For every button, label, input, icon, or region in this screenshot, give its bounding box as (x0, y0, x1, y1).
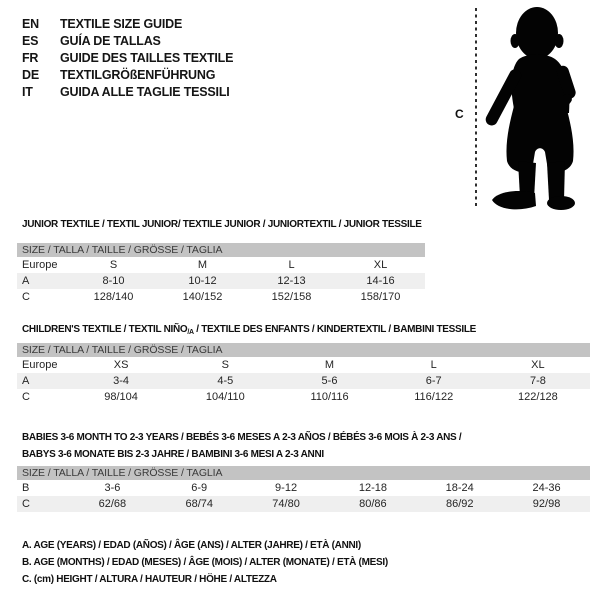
row-label: A (22, 275, 30, 287)
lang-title: TEXTILE SIZE GUIDE (60, 17, 183, 31)
cell: XL (531, 359, 545, 371)
title-text: CHILDREN'S TEXTILE / TEXTIL NIÑO (22, 324, 188, 335)
lang-code: DE (22, 68, 39, 82)
lang-row-de (22, 67, 233, 84)
table-row-europe (17, 357, 590, 373)
table-row-months (17, 480, 590, 496)
cell: 158/170 (360, 291, 401, 303)
cell: 14-16 (366, 275, 395, 287)
legend-block (22, 537, 388, 588)
cell: 74/80 (272, 498, 300, 510)
row-label: B (22, 482, 30, 494)
title-text: / TEXTILE DES ENFANTS / KINDERTEXTIL / BAMBINI TESSILE (193, 324, 477, 335)
lang-title: GUÍA DE TALLAS (60, 34, 161, 48)
cell: M (197, 259, 208, 271)
cell: 122/128 (518, 391, 558, 403)
cell: 62/68 (98, 498, 127, 510)
cell: 12-13 (277, 275, 306, 287)
cell: 86/92 (445, 498, 474, 510)
row-label: Europe (22, 359, 58, 371)
cell: 12-18 (358, 482, 387, 494)
row-label: C (22, 391, 30, 403)
cell: 6-7 (425, 375, 442, 387)
cell: 128/140 (93, 291, 134, 303)
table-row-height (17, 496, 590, 512)
table-row-age (17, 373, 590, 389)
cell: 104/110 (205, 391, 245, 403)
cell: 7-8 (529, 375, 546, 387)
lang-code: EN (22, 17, 39, 31)
cell: M (324, 359, 335, 371)
lang-code: ES (22, 34, 39, 48)
cell: 5-6 (321, 375, 338, 387)
children-table-title (22, 321, 476, 341)
title-subscript: /A (187, 329, 194, 336)
cell: 116/122 (414, 391, 454, 403)
cell: 6-9 (191, 482, 208, 494)
cell: 18-24 (445, 482, 474, 494)
junior-size-table (17, 243, 425, 305)
cell: 9-12 (275, 482, 298, 494)
children-size-table (17, 343, 590, 405)
lang-title: GUIDE DES TAILLES TEXTILE (60, 51, 234, 65)
table-row-age (17, 273, 425, 289)
cell: 98/104 (104, 391, 138, 403)
row-label: C (22, 498, 30, 510)
babies-size-table (17, 466, 590, 512)
lang-row-it (22, 84, 233, 101)
lang-row-es (22, 33, 233, 50)
junior-table-title: JUNIOR TEXTILE / TEXTIL JUNIOR/ TEXTILE JUNIOR / JUNIORTEXTIL / JUNIOR TESSILE (22, 219, 422, 230)
row-label: Europe (22, 259, 58, 271)
cell: 8-10 (102, 275, 125, 287)
height-measure-label: C (455, 107, 464, 121)
table-row-height (17, 289, 425, 305)
footnote-a: A. AGE (YEARS) / EDAD (AÑOS) / ÂGE (ANS) / ALTER (JAHRE) / ETÀ (ANNI) (22, 540, 361, 551)
table-row-height (17, 389, 590, 405)
lang-title: TEXTILGRÖßENFÜHRUNG (60, 68, 216, 82)
table-row-europe (17, 257, 425, 273)
size-header-bar: SIZE / TALLA / TAILLE / GRÖSSE / TAGLIA (17, 343, 590, 357)
language-title-block (22, 16, 233, 101)
cell: 110/116 (310, 391, 349, 403)
cell: XL (373, 259, 388, 271)
cell: S (221, 359, 229, 371)
cell: 80/86 (359, 498, 387, 510)
cell: 3-4 (113, 375, 130, 387)
cell: XS (113, 359, 129, 371)
title-line-1: BABIES 3-6 MONTH TO 2-3 YEARS / BEBÉS 3-6 MESES A 2-3 AÑOS / BÉBÉS 3-6 MOIS À 2-3 ANS / (22, 432, 462, 443)
cell: L (288, 259, 295, 271)
baby-silhouette-icon (481, 3, 587, 213)
cell: 152/158 (271, 291, 312, 303)
height-measure-dotted-line (475, 8, 477, 209)
row-label: C (22, 291, 30, 303)
cell: 3-6 (104, 482, 121, 494)
lang-row-en (22, 16, 233, 33)
lang-code: IT (22, 85, 33, 99)
lang-title: GUIDA ALLE TAGLIE TESSILI (60, 85, 230, 99)
footnote-c: C. (cm) HEIGHT / ALTURA / HAUTEUR / HÖHE / ALTEZZA (22, 574, 277, 585)
size-header-bar: SIZE / TALLA / TAILLE / GRÖSSE / TAGLIA (17, 466, 590, 480)
cell: S (109, 259, 118, 271)
cell: 68/74 (185, 498, 213, 510)
row-label: A (22, 375, 30, 387)
lang-code: FR (22, 51, 39, 65)
cell: 140/152 (182, 291, 223, 303)
title-line-2: BABYS 3-6 MONATE BIS 2-3 JAHRE / BAMBINI 3-6 MESI A 2-3 ANNI (22, 449, 324, 460)
footnote-b: B. AGE (MONTHS) / EDAD (MESES) / ÂGE (MOIS) / ALTER (MONATE) / ETÀ (MESI) (22, 557, 388, 568)
babies-table-title (22, 429, 461, 463)
cell: 24-36 (532, 482, 561, 494)
cell: 92/98 (532, 498, 561, 510)
size-header-bar: SIZE / TALLA / TAILLE / GRÖSSE / TAGLIA (17, 243, 425, 257)
cell: L (430, 359, 437, 371)
lang-row-fr (22, 50, 233, 67)
cell: 4-5 (217, 375, 234, 387)
cell: 10-12 (188, 275, 217, 287)
